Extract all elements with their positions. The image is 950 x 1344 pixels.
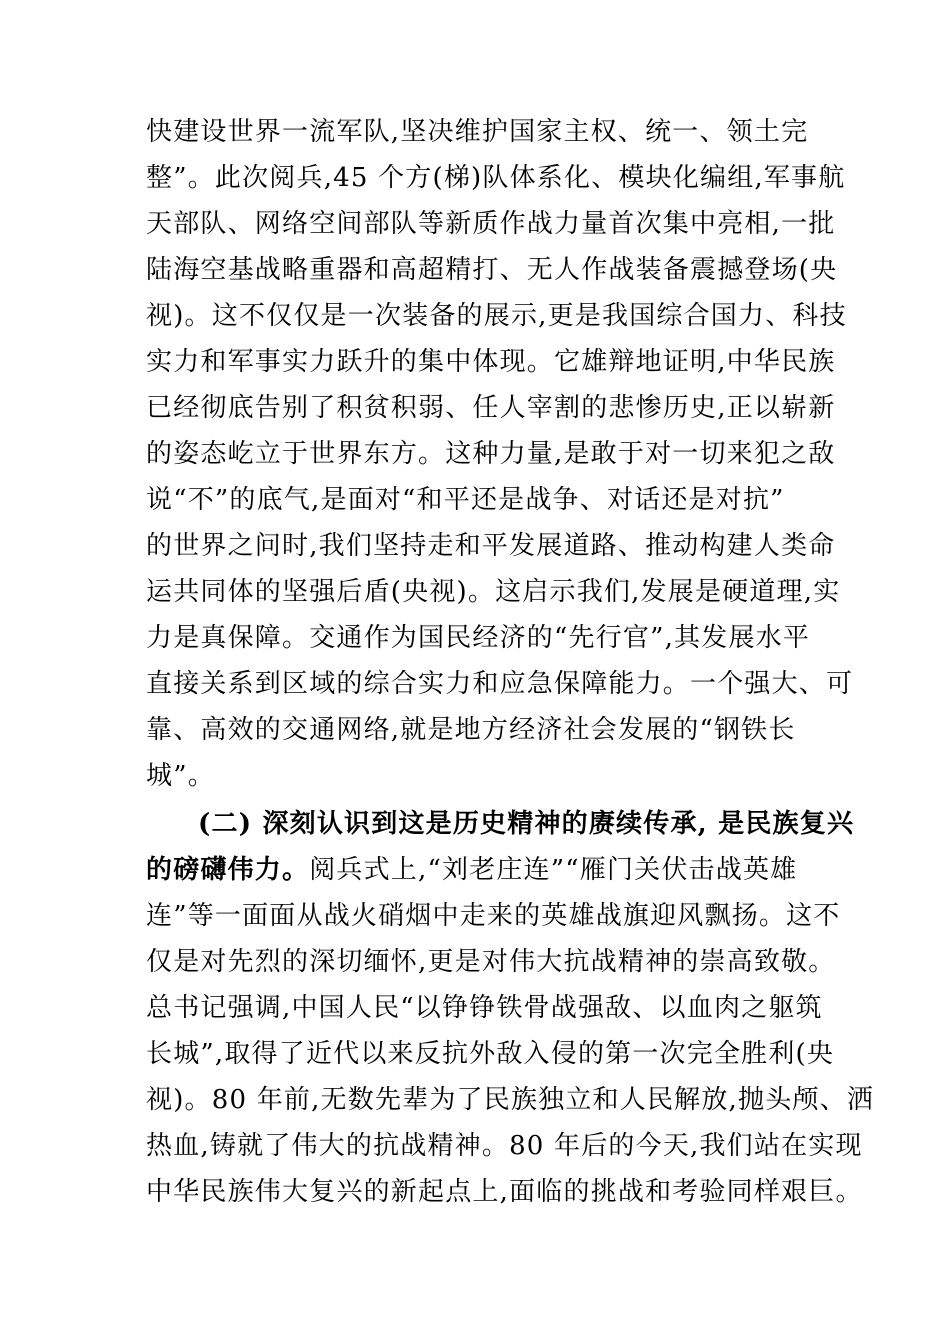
text-line: 热血,铸就了伟大的抗战精神。80 年后的今天,我们站在实现 — [146, 1131, 863, 1161]
section-heading-end: 的磅礴伟力。 — [146, 855, 310, 885]
text-line: 已经彻底告别了积贫积弱、任人宰割的悲惨历史,正以崭新 — [146, 393, 836, 423]
text-line: 视)。80 年前,无数先辈为了民族独立和人民解放,抛头颅、洒 — [146, 1085, 875, 1115]
text-line — [146, 847, 816, 893]
text-line: 快建设世界一流军队,坚决维护国家主权、统一、领土完 — [146, 117, 809, 147]
text-line: 说“不”的底气,是面对“和平还是战争、对话还是对抗” — [146, 485, 785, 515]
text-line: 视)。这不仅仅是一次装备的展示,更是我国综合国力、科技 — [146, 301, 847, 331]
text-line-rest: 阅兵式上,“刘老庄连”“雁门关伏击战英雄 — [309, 855, 798, 885]
text-line: 整”。此次阅兵,45 个方(梯)队体系化、模块化编组,军事航 — [146, 163, 846, 193]
text-line: 仅是对先烈的深切缅怀,更是对伟大抗战精神的崇高致敬。 — [146, 947, 836, 977]
text-line: 的姿态屹立于世界东方。这种力量,是敢于对一切来犯之敌 — [146, 439, 836, 469]
text-line: 中华民族伟大复兴的新起点上,面临的挑战和考验同样艰巨。 — [146, 1177, 863, 1207]
text-line: 天部队、网络空间部队等新质作战力量首次集中亮相,一批 — [146, 209, 836, 239]
text-line: 城”。 — [146, 761, 215, 791]
text-line: 的世界之问时,我们坚持走和平发展道路、推动构建人类命 — [146, 531, 836, 561]
body-text — [146, 109, 875, 1215]
text-line: 实力和军事实力跃升的集中体现。它雄辩地证明,中华民族 — [146, 347, 836, 377]
text-line: 运共同体的坚强后盾(央视)。这启示我们,发展是硬道理,实 — [146, 577, 841, 607]
text-line: 力是真保障。交通作为国民经济的“先行官”,其发展水平 — [146, 623, 811, 653]
text-line: 直接关系到区域的综合实力和应急保障能力。一个强大、可 — [146, 669, 854, 699]
text-line: 总书记强调,中国人民“以铮铮铁骨战强敌、以血肉之躯筑 — [146, 993, 823, 1023]
text-line: 靠、高效的交通网络,就是地方经济社会发展的“钢铁长 — [146, 715, 796, 745]
paragraph-1 — [146, 109, 854, 799]
text-line: 长城”,取得了近代以来反抗外敌入侵的第一次完全胜利(央 — [146, 1039, 835, 1069]
paragraph-2 — [146, 801, 875, 1215]
text-line: 连”等一面面从战火硝烟中走来的英雄战旗迎风飘扬。这不 — [146, 901, 841, 931]
text-line: 陆海空基战略重器和高超精打、无人作战装备震撼登场(央 — [146, 255, 838, 285]
section-heading: (二) 深刻认识到这是历史精神的赓续传承, 是民族复兴 — [198, 809, 855, 839]
